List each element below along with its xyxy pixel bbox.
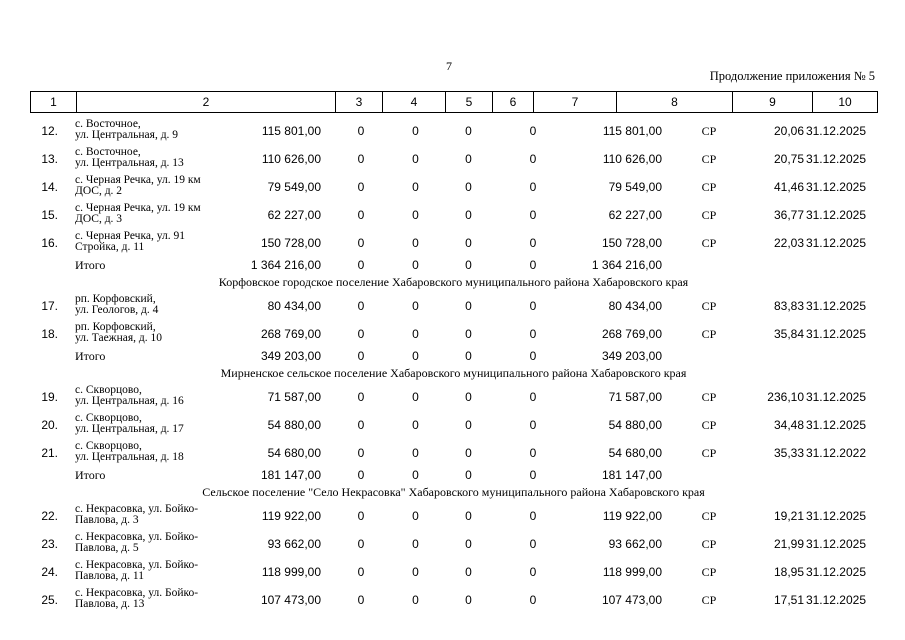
total-row — [0, 258, 905, 274]
col-3-value: 0 — [357, 537, 365, 551]
col-6-value: 0 — [529, 418, 537, 432]
cost-total: 119 922,00 — [261, 509, 321, 523]
col-7-value: 71 587,00 — [608, 390, 662, 404]
total-cost: 1 364 216,00 — [250, 258, 321, 272]
col-3-value: 0 — [357, 446, 365, 460]
col-5-value: 0 — [465, 152, 472, 166]
col-7-value: 54 680,00 — [608, 446, 662, 460]
address-line-2: ул. Таежная, д. 10 — [75, 331, 163, 344]
header-col-8: 8 — [617, 92, 733, 113]
header-col-5: 5 — [446, 92, 493, 113]
col-6-value: 0 — [529, 327, 537, 341]
cost-total: 54 880,00 — [267, 418, 321, 432]
table-row — [0, 503, 905, 531]
total-label: Итого — [75, 258, 106, 272]
col-4-value: 0 — [412, 418, 419, 432]
row-number: 16. — [41, 236, 58, 250]
address-line-2: Павлова, д. 5 — [75, 541, 139, 554]
col-5-value: 0 — [465, 299, 472, 313]
table-row — [0, 230, 905, 258]
deadline-date: 31.12.2025 — [805, 152, 866, 166]
section-title: Мирненское сельское поселение Хабаровского муниципального района Хабаровского края — [220, 366, 687, 380]
col-9-value: 35,33 — [773, 446, 804, 460]
address-line-2: ул. Центральная, д. 16 — [75, 394, 184, 407]
col-6-value: 0 — [529, 152, 537, 166]
col-4-value: 0 — [412, 236, 419, 250]
row-number: 18. — [41, 327, 58, 341]
address-line-1: с. Скворцово, — [75, 440, 142, 452]
funding-source: СР — [701, 565, 717, 579]
total-col-6: 0 — [529, 468, 537, 482]
col-3-value: 0 — [357, 327, 365, 341]
cost-total: 54 680,00 — [267, 446, 321, 460]
address-line-1: с. Восточное, — [75, 118, 141, 130]
table-row — [0, 118, 905, 146]
col-3-value: 0 — [357, 124, 365, 138]
col-5-value: 0 — [465, 537, 472, 551]
total-col-7: 1 364 216,00 — [591, 258, 662, 272]
address-line-2: Павлова, д. 11 — [75, 569, 144, 582]
total-col-5: 0 — [465, 258, 472, 272]
deadline-date: 31.12.2022 — [805, 446, 866, 460]
col-3-value: 0 — [357, 390, 365, 404]
funding-source: СР — [701, 208, 717, 222]
row-number: 12. — [41, 124, 58, 138]
col-9-value: 35,84 — [773, 327, 804, 341]
section-title: Корфовское городское поселение Хабаровского муниципального района Хабаровского края — [218, 275, 689, 289]
total-col-4: 0 — [412, 468, 419, 482]
col-6-value: 0 — [529, 537, 537, 551]
funding-source: СР — [701, 537, 717, 551]
col-6-value: 0 — [529, 124, 537, 138]
total-col-5: 0 — [465, 349, 472, 363]
col-6-value: 0 — [529, 180, 537, 194]
address-line-1: с. Черная Речка, ул. 19 км — [75, 202, 201, 214]
section-heading-row — [0, 365, 905, 381]
col-4-value: 0 — [412, 537, 419, 551]
address-line-2: Павлова, д. 13 — [75, 597, 145, 610]
col-9-value: 22,03 — [773, 236, 804, 250]
total-col-7: 181 147,00 — [601, 468, 662, 482]
col-6-value: 0 — [529, 509, 537, 523]
col-7-value: 119 922,00 — [602, 509, 662, 523]
col-7-value: 268 769,00 — [601, 327, 662, 341]
cost-total: 118 999,00 — [261, 565, 321, 579]
col-5-value: 0 — [465, 208, 472, 222]
deadline-date: 31.12.2025 — [805, 565, 866, 579]
col-9-value: 17,51 — [773, 593, 804, 607]
total-col-3: 0 — [357, 468, 365, 482]
col-7-value: 107 473,00 — [601, 593, 662, 607]
total-col-3: 0 — [357, 258, 365, 272]
col-9-value: 18,95 — [773, 565, 804, 579]
col-3-value: 0 — [357, 299, 365, 313]
table-row — [0, 412, 905, 440]
col-4-value: 0 — [412, 327, 419, 341]
total-col-6: 0 — [529, 258, 537, 272]
col-4-value: 0 — [412, 180, 419, 194]
table-row — [0, 202, 905, 230]
col-5-value: 0 — [465, 390, 472, 404]
funding-source: СР — [701, 124, 717, 138]
deadline-date: 31.12.2025 — [805, 593, 866, 607]
cost-total: 107 473,00 — [260, 593, 321, 607]
address-line-2: ДОС, д. 2 — [75, 184, 123, 197]
table-row — [0, 587, 905, 615]
total-col-7: 349 203,00 — [601, 349, 662, 363]
row-number: 24. — [41, 565, 58, 579]
col-3-value: 0 — [357, 180, 365, 194]
col-9-value: 20,06 — [773, 124, 804, 138]
col-6-value: 0 — [529, 446, 537, 460]
col-5-value: 0 — [465, 124, 472, 138]
table-row — [0, 293, 905, 321]
address-line-2: Стройка, д. 11 — [75, 240, 145, 253]
deadline-date: 31.12.2025 — [805, 236, 866, 250]
address-line-1: с. Черная Речка, ул. 91 — [75, 230, 185, 242]
col-6-value: 0 — [529, 565, 537, 579]
col-7-value: 79 549,00 — [608, 180, 662, 194]
header-col-6: 6 — [493, 92, 534, 113]
funding-source: СР — [701, 593, 717, 607]
col-6-value: 0 — [529, 236, 537, 250]
col-3-value: 0 — [357, 593, 365, 607]
col-9-value: 34,48 — [773, 418, 804, 432]
table-row — [0, 146, 905, 174]
address-line-2: ул. Центральная, д. 18 — [75, 450, 184, 463]
total-col-3: 0 — [357, 349, 365, 363]
col-7-value: 54 880,00 — [608, 418, 662, 432]
section-heading-row — [0, 484, 905, 500]
row-number: 14. — [41, 180, 58, 194]
col-9-value: 19,21 — [773, 509, 804, 523]
total-row — [0, 468, 905, 484]
address-line-1: с. Черная Речка, ул. 19 км — [75, 174, 201, 186]
row-number: 25. — [41, 593, 58, 607]
col-5-value: 0 — [465, 236, 472, 250]
col-7-value: 118 999,00 — [602, 565, 662, 579]
deadline-date: 31.12.2025 — [805, 299, 866, 313]
total-row — [0, 349, 905, 365]
header-col-10: 10 — [813, 92, 878, 113]
deadline-date: 31.12.2025 — [805, 180, 866, 194]
header-col-4: 4 — [383, 92, 446, 113]
row-number: 15. — [41, 208, 58, 222]
address-line-1: с. Скворцово, — [75, 384, 142, 396]
address-line-1: с. Скворцово, — [75, 412, 142, 424]
row-number: 23. — [41, 537, 58, 551]
total-col-4: 0 — [412, 258, 419, 272]
total-label: Итого — [75, 468, 106, 482]
col-9-value: 83,83 — [773, 299, 804, 313]
table-row — [0, 321, 905, 349]
continuation-caption: Продолжение приложения № 5 — [709, 69, 875, 83]
col-7-value: 62 227,00 — [608, 208, 662, 222]
cost-total: 71 587,00 — [267, 390, 321, 404]
address-line-2: ул. Центральная, д. 17 — [75, 422, 184, 435]
address-line-2: ДОС, д. 3 — [75, 212, 123, 225]
address-line-2: ул. Центральная, д. 13 — [75, 156, 184, 169]
header-col-1: 1 — [31, 92, 77, 113]
row-number: 13. — [41, 152, 58, 166]
col-9-value: 20,75 — [773, 152, 804, 166]
deadline-date: 31.12.2025 — [805, 537, 866, 551]
page-number: 7 — [446, 59, 452, 73]
funding-source: СР — [701, 446, 717, 460]
row-number: 19. — [41, 390, 58, 404]
col-3-value: 0 — [357, 236, 365, 250]
col-7-value: 80 434,00 — [608, 299, 662, 313]
col-4-value: 0 — [412, 124, 419, 138]
address-line-2: Павлова, д. 3 — [75, 513, 139, 526]
funding-source: СР — [701, 509, 717, 523]
table-row — [0, 174, 905, 202]
col-4-value: 0 — [412, 299, 419, 313]
table-row — [0, 384, 905, 412]
total-cost: 349 203,00 — [260, 349, 321, 363]
address-line-1: с. Некрасовка, ул. Бойко- — [75, 531, 199, 543]
deadline-date: 31.12.2025 — [805, 390, 866, 404]
col-5-value: 0 — [465, 509, 472, 523]
col-3-value: 0 — [357, 565, 365, 579]
address-line-1: с. Восточное, — [75, 146, 141, 158]
col-3-value: 0 — [357, 418, 365, 432]
header-col-7: 7 — [534, 92, 617, 113]
col-4-value: 0 — [412, 565, 419, 579]
address-line-2: ул. Геологов, д. 4 — [75, 303, 159, 316]
col-4-value: 0 — [412, 208, 419, 222]
col-9-value: 21,99 — [773, 537, 804, 551]
funding-source: СР — [701, 236, 717, 250]
cost-total: 115 801,00 — [261, 124, 321, 138]
row-number: 20. — [41, 418, 58, 432]
total-cost: 181 147,00 — [260, 468, 321, 482]
deadline-date: 31.12.2025 — [805, 418, 866, 432]
row-number: 22. — [41, 509, 58, 523]
col-7-value: 110 626,00 — [602, 152, 662, 166]
total-col-6: 0 — [529, 349, 537, 363]
col-4-value: 0 — [412, 390, 419, 404]
row-number: 21. — [41, 446, 58, 460]
deadline-date: 31.12.2025 — [805, 208, 866, 222]
section-title: Сельское поселение "Село Некрасовка" Хабаровского муниципального района Хабаровского края — [202, 485, 705, 499]
cost-total: 110 626,00 — [261, 152, 321, 166]
col-6-value: 0 — [529, 593, 537, 607]
address-line-1: с. Некрасовка, ул. Бойко- — [75, 559, 199, 571]
cost-total: 268 769,00 — [260, 327, 321, 341]
cost-total: 79 549,00 — [267, 180, 321, 194]
col-4-value: 0 — [412, 446, 419, 460]
table-row — [0, 531, 905, 559]
header-col-9: 9 — [733, 92, 813, 113]
col-5-value: 0 — [465, 180, 472, 194]
cost-total: 80 434,00 — [267, 299, 321, 313]
col-9-value: 41,46 — [773, 180, 804, 194]
deadline-date: 31.12.2025 — [805, 509, 866, 523]
funding-source: СР — [701, 390, 717, 404]
col-5-value: 0 — [465, 565, 472, 579]
section-heading-row — [0, 274, 905, 290]
funding-source: СР — [701, 418, 717, 432]
address-line-1: с. Некрасовка, ул. Бойко- — [75, 503, 199, 515]
funding-source: СР — [701, 299, 717, 313]
cost-total: 62 227,00 — [267, 208, 321, 222]
col-6-value: 0 — [529, 299, 537, 313]
col-9-value: 36,77 — [773, 208, 804, 222]
col-5-value: 0 — [465, 327, 472, 341]
address-line-1: рп. Корфовский, — [75, 321, 156, 333]
funding-source: СР — [701, 180, 717, 194]
col-6-value: 0 — [529, 208, 537, 222]
address-line-1: с. Некрасовка, ул. Бойко- — [75, 587, 199, 599]
col-5-value: 0 — [465, 446, 472, 460]
deadline-date: 31.12.2025 — [805, 327, 866, 341]
col-5-value: 0 — [465, 418, 472, 432]
col-7-value: 93 662,00 — [608, 537, 662, 551]
header-col-3: 3 — [336, 92, 383, 113]
funding-source: СР — [701, 152, 717, 166]
table-row — [0, 440, 905, 468]
col-7-value: 150 728,00 — [601, 236, 662, 250]
header-col-2: 2 — [77, 92, 336, 113]
total-col-5: 0 — [465, 468, 472, 482]
address-line-1: рп. Корфовский, — [75, 293, 156, 305]
col-6-value: 0 — [529, 390, 537, 404]
table-row — [0, 559, 905, 587]
deadline-date: 31.12.2025 — [805, 124, 866, 138]
row-number: 17. — [41, 299, 58, 313]
col-4-value: 0 — [412, 509, 419, 523]
col-3-value: 0 — [357, 152, 365, 166]
cost-total: 93 662,00 — [267, 537, 321, 551]
col-7-value: 115 801,00 — [602, 124, 662, 138]
total-col-4: 0 — [412, 349, 419, 363]
cost-total: 150 728,00 — [260, 236, 321, 250]
col-9-value: 236,10 — [767, 390, 804, 404]
col-4-value: 0 — [412, 152, 419, 166]
total-label: Итого — [75, 349, 106, 363]
address-line-2: ул. Центральная, д. 9 — [75, 128, 179, 141]
col-3-value: 0 — [357, 208, 365, 222]
col-4-value: 0 — [412, 593, 419, 607]
col-5-value: 0 — [465, 593, 472, 607]
funding-source: СР — [701, 327, 717, 341]
col-3-value: 0 — [357, 509, 365, 523]
